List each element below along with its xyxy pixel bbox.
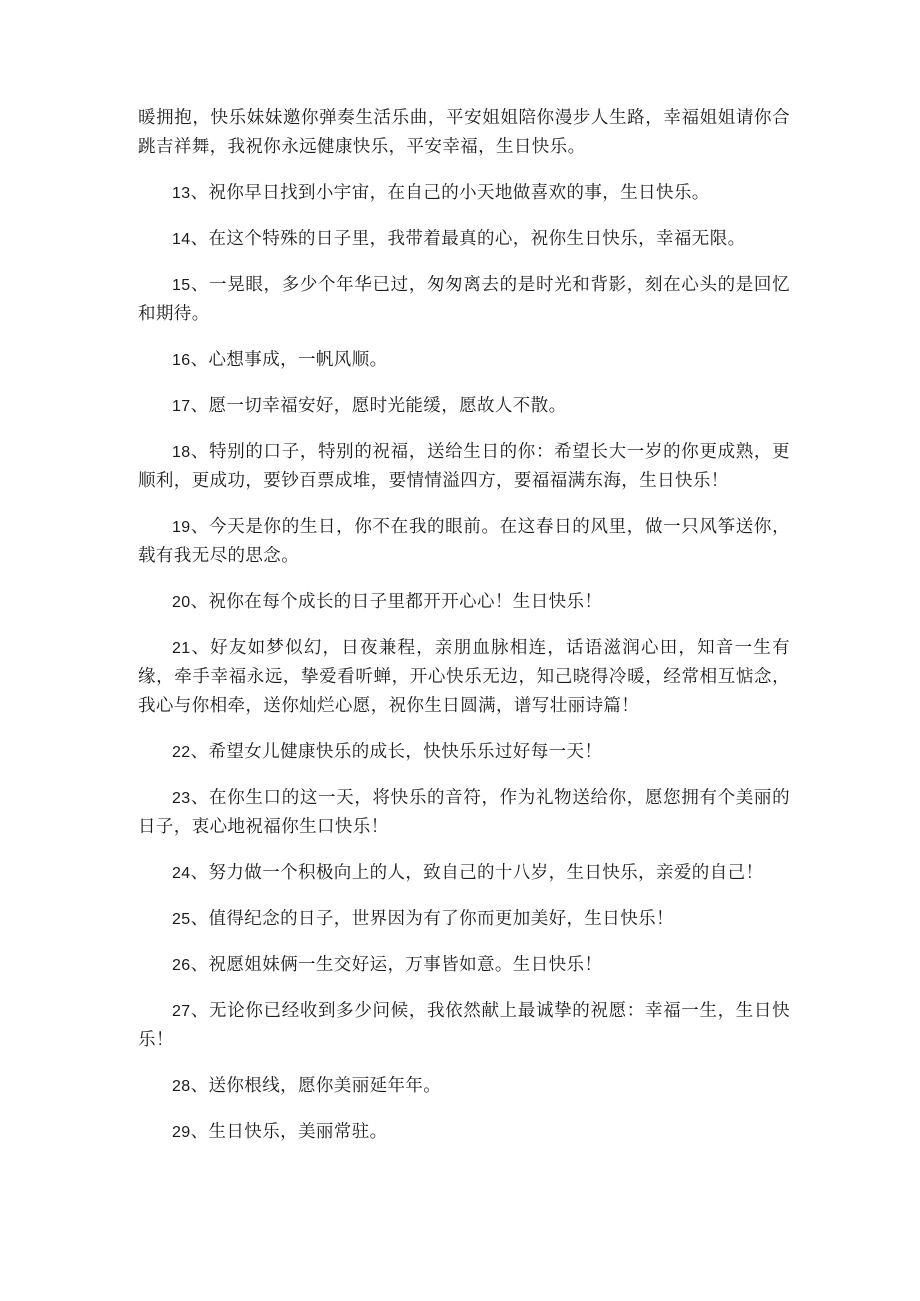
item-text: 、在这个特殊的日子里，我带着最真的心，祝你生日快乐，幸福无限。 xyxy=(190,229,746,249)
list-item xyxy=(138,271,790,329)
item-number: 20 xyxy=(172,594,191,611)
item-text: 、希望女儿健康快乐的成长，快快乐乐过好每一天！ xyxy=(190,742,603,762)
item-text: 、生日快乐，美丽常驻。 xyxy=(190,1122,388,1142)
item-text: 、努力做一个积极向上的人，致自己的十八岁，生日快乐，亲爱的自己！ xyxy=(190,863,764,883)
item-text: 、送你根线，愿你美丽延年年。 xyxy=(190,1076,442,1096)
item-text: 、特别的口子，特别的祝福，送给生日的你：希望长大一岁的你更成熟，更顺利，更成功，要钞百票成堆，要情情溢四方，要福福满东海，生日快乐！ xyxy=(138,442,790,491)
item-text: 、今天是你的生日，你不在我的眼前。在这春日的风里，做一只风筝送你，载有我无尽的思念。 xyxy=(138,517,790,566)
paragraph-text: 暖拥抱，快乐妹妹邀你弹奏生活乐曲，平安姐姐陪你漫步人生路，幸福姐姐请你合跳吉祥舞，我祝你永远健康快乐，平安幸福，生日快乐。 xyxy=(138,108,790,157)
item-number: 19 xyxy=(172,519,191,536)
list-item xyxy=(138,1118,790,1147)
item-number: 26 xyxy=(172,957,191,974)
list-item xyxy=(138,784,790,842)
item-number: 16 xyxy=(172,352,191,369)
list-item xyxy=(138,225,790,254)
item-text: 、在你生口的这一天，将快乐的音符，作为礼物送给你，愿您拥有个美丽的日子，衷心地祝福你生口快乐！ xyxy=(138,788,790,837)
item-text: 、心想事成，一帆风顺。 xyxy=(190,350,388,370)
item-number: 27 xyxy=(172,1003,191,1020)
item-number: 23 xyxy=(172,790,191,807)
list-item xyxy=(138,738,790,767)
list-item xyxy=(138,951,790,980)
document-body xyxy=(138,104,790,1164)
item-number: 13 xyxy=(172,185,191,202)
item-number: 15 xyxy=(172,277,191,294)
item-number: 29 xyxy=(172,1124,191,1141)
item-text: 、值得纪念的日子，世界因为有了你而更加美好，生日快乐！ xyxy=(190,909,674,929)
item-number: 18 xyxy=(172,444,191,461)
list-item xyxy=(138,179,790,208)
item-number: 25 xyxy=(172,911,191,928)
paragraph-continuation xyxy=(138,104,790,162)
item-number: 14 xyxy=(172,231,191,248)
item-number: 28 xyxy=(172,1078,191,1095)
list-item xyxy=(138,346,790,375)
list-item xyxy=(138,392,790,421)
item-text: 、好友如梦似幻，日夜兼程，亲朋血脉相连，话语滋润心田，知音一生有缘，牵手幸福永远，挚爱看听蝉，开心快乐无边，知己晓得冷暖，经常相互惦念，我心与你相牵，送你灿烂心愿，祝你生日圆满，谱写壮丽诗篇！ xyxy=(138,638,790,716)
list-item xyxy=(138,634,790,721)
item-text: 、祝愿姐妹俩一生交好运，万事皆如意。生日快乐！ xyxy=(190,955,603,975)
list-item xyxy=(138,859,790,888)
item-text: 、愿一切幸福安好，愿时光能缓，愿故人不散。 xyxy=(190,396,567,416)
item-text: 、祝你早日找到小宇宙，在自己的小天地做喜欢的事，生日快乐。 xyxy=(190,183,710,203)
list-item xyxy=(138,513,790,571)
item-number: 21 xyxy=(172,640,191,657)
list-item xyxy=(138,588,790,617)
item-number: 17 xyxy=(172,398,191,415)
item-text: 、无论你已经收到多少问候，我依然献上最诚挚的祝愿：幸福一生，生日快乐！ xyxy=(138,1001,790,1050)
item-text: 、一晃眼，多少个年华已过，匆匆离去的是时光和背影，刻在心头的是回忆和期待。 xyxy=(138,275,790,324)
list-item xyxy=(138,438,790,496)
item-number: 22 xyxy=(172,744,191,761)
item-text: 、祝你在每个成长的日子里都开开心心！生日快乐！ xyxy=(190,592,603,612)
list-item xyxy=(138,1072,790,1101)
item-number: 24 xyxy=(172,865,191,882)
list-item xyxy=(138,997,790,1055)
list-item xyxy=(138,905,790,934)
